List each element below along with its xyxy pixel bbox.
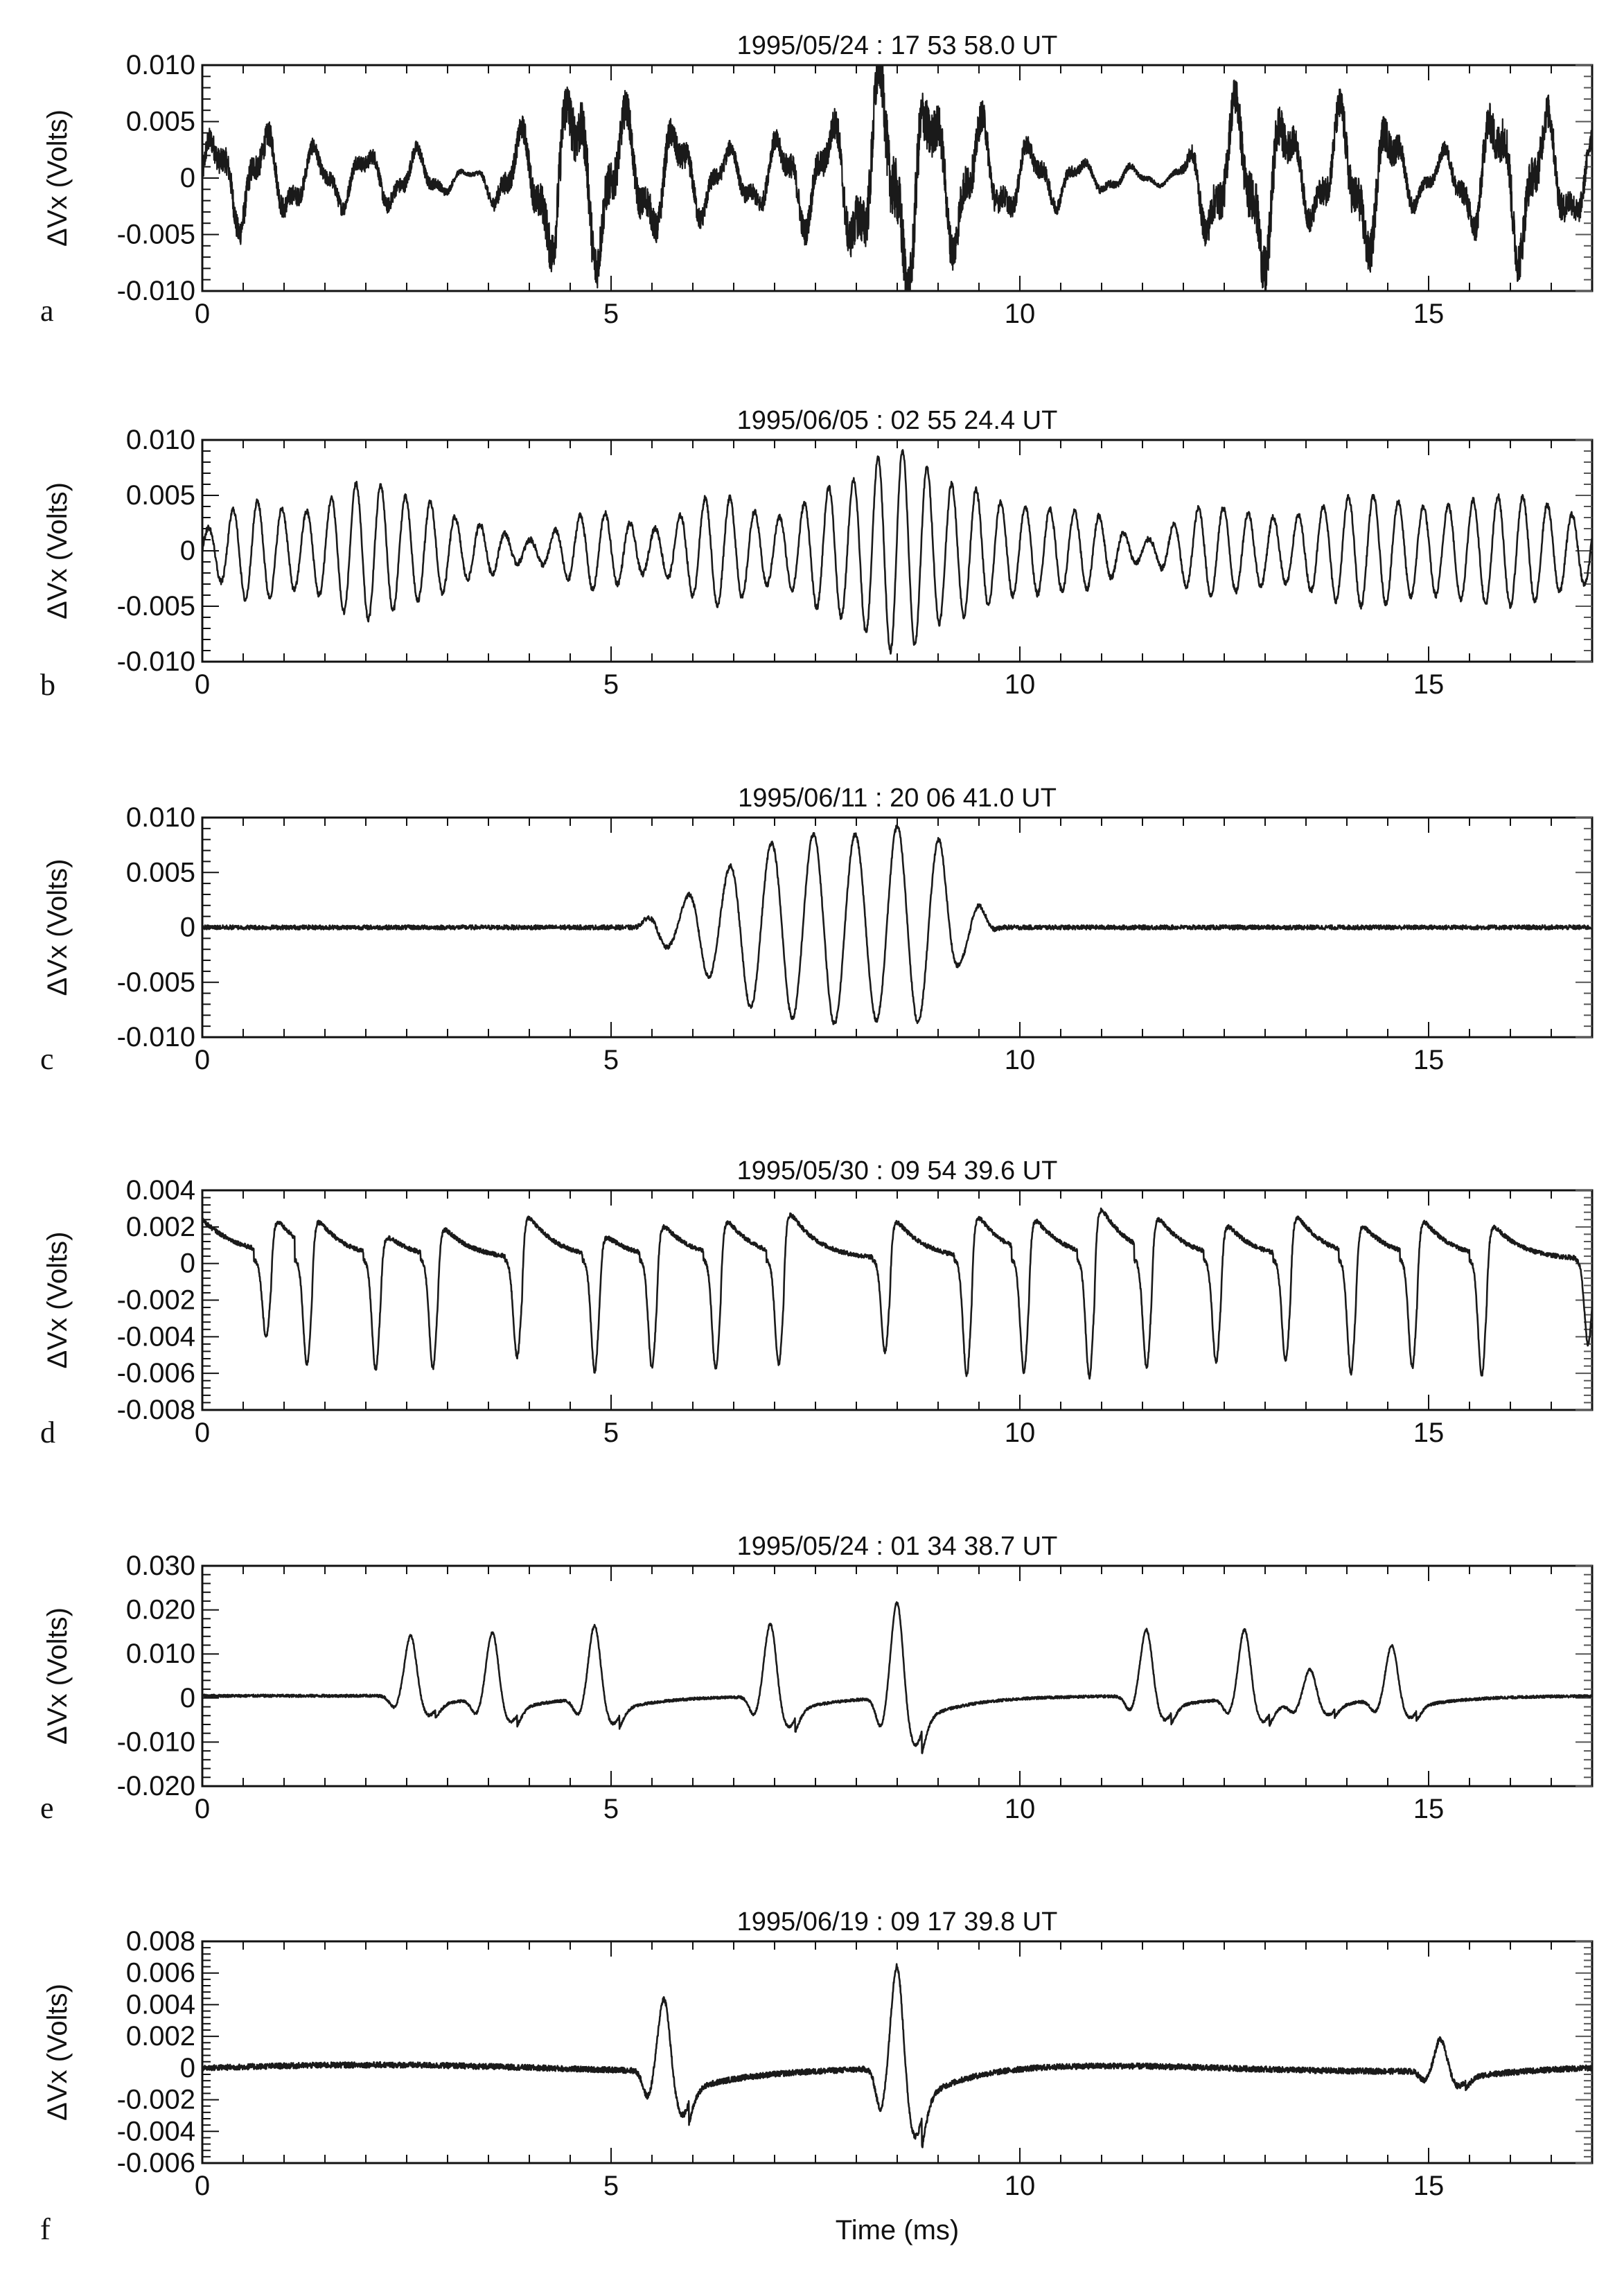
x-tick-label: 15 (1413, 1418, 1445, 1448)
panel-letter: c (40, 1042, 54, 1076)
x-tick-label: 0 (194, 2171, 211, 2201)
x-tick-label: 15 (1413, 669, 1445, 700)
y-tick-label: 0.010 (125, 50, 195, 80)
series-line (202, 1208, 1592, 1379)
x-tick-label: 5 (603, 2171, 619, 2201)
y-axis-label: ΔVx (Volts) (42, 858, 73, 996)
panel-f (40, 1907, 1592, 2246)
y-tick-label: 0.030 (125, 1551, 195, 1581)
x-tick-label: 10 (1004, 669, 1036, 700)
panel-title: 1995/05/24 : 17 53 58.0 UT (736, 31, 1058, 60)
y-axis-label: ΔVx (Volts) (42, 1607, 73, 1745)
y-tick-label: 0 (179, 536, 195, 566)
x-tick-label: 10 (1004, 1045, 1036, 1075)
y-tick-label: -0.005 (116, 219, 195, 250)
panel-letter: f (40, 2212, 51, 2246)
y-tick-label: 0.010 (125, 425, 195, 455)
panel-e (40, 1532, 1592, 1825)
y-tick-label: -0.004 (116, 1321, 195, 1352)
x-tick-label: 5 (603, 1418, 619, 1448)
y-tick-label: -0.010 (116, 1727, 195, 1758)
y-tick-label: 0.010 (125, 1639, 195, 1670)
x-tick-label: 5 (603, 299, 619, 329)
x-tick-label: 5 (603, 669, 619, 700)
x-tick-label: 10 (1004, 2171, 1036, 2201)
x-tick-label: 10 (1004, 299, 1036, 329)
x-tick-label: 0 (194, 299, 211, 329)
plot-frame (202, 1566, 1592, 1786)
y-tick-label: 0 (179, 1682, 195, 1713)
y-axis-label: ΔVx (Volts) (42, 1231, 73, 1369)
series-line (202, 450, 1592, 653)
y-tick-label: 0.008 (125, 1926, 195, 1957)
panel-letter: b (40, 668, 55, 702)
x-tick-label: 5 (603, 1794, 619, 1824)
y-tick-label: 0.005 (125, 106, 195, 137)
y-axis-label: ΔVx (Volts) (42, 109, 73, 247)
y-tick-label: 0 (179, 912, 195, 943)
panel-title: 1995/06/11 : 20 06 41.0 UT (738, 784, 1057, 813)
y-tick-label: -0.004 (116, 2116, 195, 2147)
x-tick-label: 5 (603, 1045, 619, 1075)
series-line (202, 35, 1592, 316)
panel-a (40, 31, 1592, 329)
panel-title: 1995/06/05 : 02 55 24.4 UT (736, 406, 1058, 435)
x-tick-label: 15 (1413, 299, 1445, 329)
panel-title: 1995/05/24 : 01 34 38.7 UT (736, 1532, 1058, 1561)
y-tick-label: -0.006 (116, 2148, 195, 2178)
panel-b (40, 406, 1592, 702)
panel-d (40, 1156, 1592, 1449)
y-tick-label: -0.005 (116, 591, 195, 621)
y-tick-label: 0 (179, 2052, 195, 2083)
x-tick-label: 15 (1413, 1045, 1445, 1075)
series-line (202, 1602, 1592, 1753)
x-tick-label: 0 (194, 1794, 211, 1824)
y-tick-label: -0.020 (116, 1771, 195, 1801)
x-axis-label: Time (ms) (835, 2215, 960, 2246)
y-tick-label: -0.005 (116, 967, 195, 998)
panel-letter: e (40, 1791, 54, 1825)
y-axis-label: ΔVx (Volts) (42, 482, 73, 619)
x-tick-label: 10 (1004, 1794, 1036, 1824)
y-tick-label: 0.004 (125, 1175, 195, 1206)
y-axis-label: ΔVx (Volts) (42, 1984, 73, 2121)
y-tick-label: -0.008 (116, 1395, 195, 1425)
y-tick-label: -0.006 (116, 1358, 195, 1389)
y-tick-label: -0.010 (116, 1022, 195, 1052)
y-tick-label: -0.010 (116, 646, 195, 677)
series-line (202, 1964, 1592, 2148)
y-tick-label: 0.002 (125, 2021, 195, 2052)
y-tick-label: 0 (179, 1248, 195, 1279)
y-tick-label: -0.002 (116, 1285, 195, 1316)
x-tick-label: 0 (194, 669, 211, 700)
y-tick-label: 0.006 (125, 1957, 195, 1988)
panel-letter: d (40, 1415, 55, 1449)
y-tick-label: -0.002 (116, 2084, 195, 2115)
y-tick-label: 0.005 (125, 857, 195, 888)
y-tick-label: 0.005 (125, 480, 195, 511)
x-tick-label: 15 (1413, 2171, 1445, 2201)
plot-frame (202, 65, 1592, 291)
panel-title: 1995/06/19 : 09 17 39.8 UT (736, 1907, 1058, 1937)
y-tick-label: 0 (179, 163, 195, 193)
series-line (202, 825, 1592, 1024)
panel-c (40, 784, 1592, 1076)
y-tick-label: -0.010 (116, 276, 195, 306)
x-tick-label: 0 (194, 1045, 211, 1075)
plot-frame (202, 1941, 1592, 2163)
y-tick-label: 0.020 (125, 1594, 195, 1625)
y-tick-label: 0.010 (125, 802, 195, 833)
panel-title: 1995/05/30 : 09 54 39.6 UT (736, 1156, 1058, 1185)
x-tick-label: 10 (1004, 1418, 1036, 1448)
x-tick-label: 15 (1413, 1794, 1445, 1824)
y-tick-label: 0.002 (125, 1211, 195, 1242)
panel-letter: a (40, 294, 54, 328)
x-tick-label: 0 (194, 1418, 211, 1448)
y-tick-label: 0.004 (125, 1989, 195, 2020)
